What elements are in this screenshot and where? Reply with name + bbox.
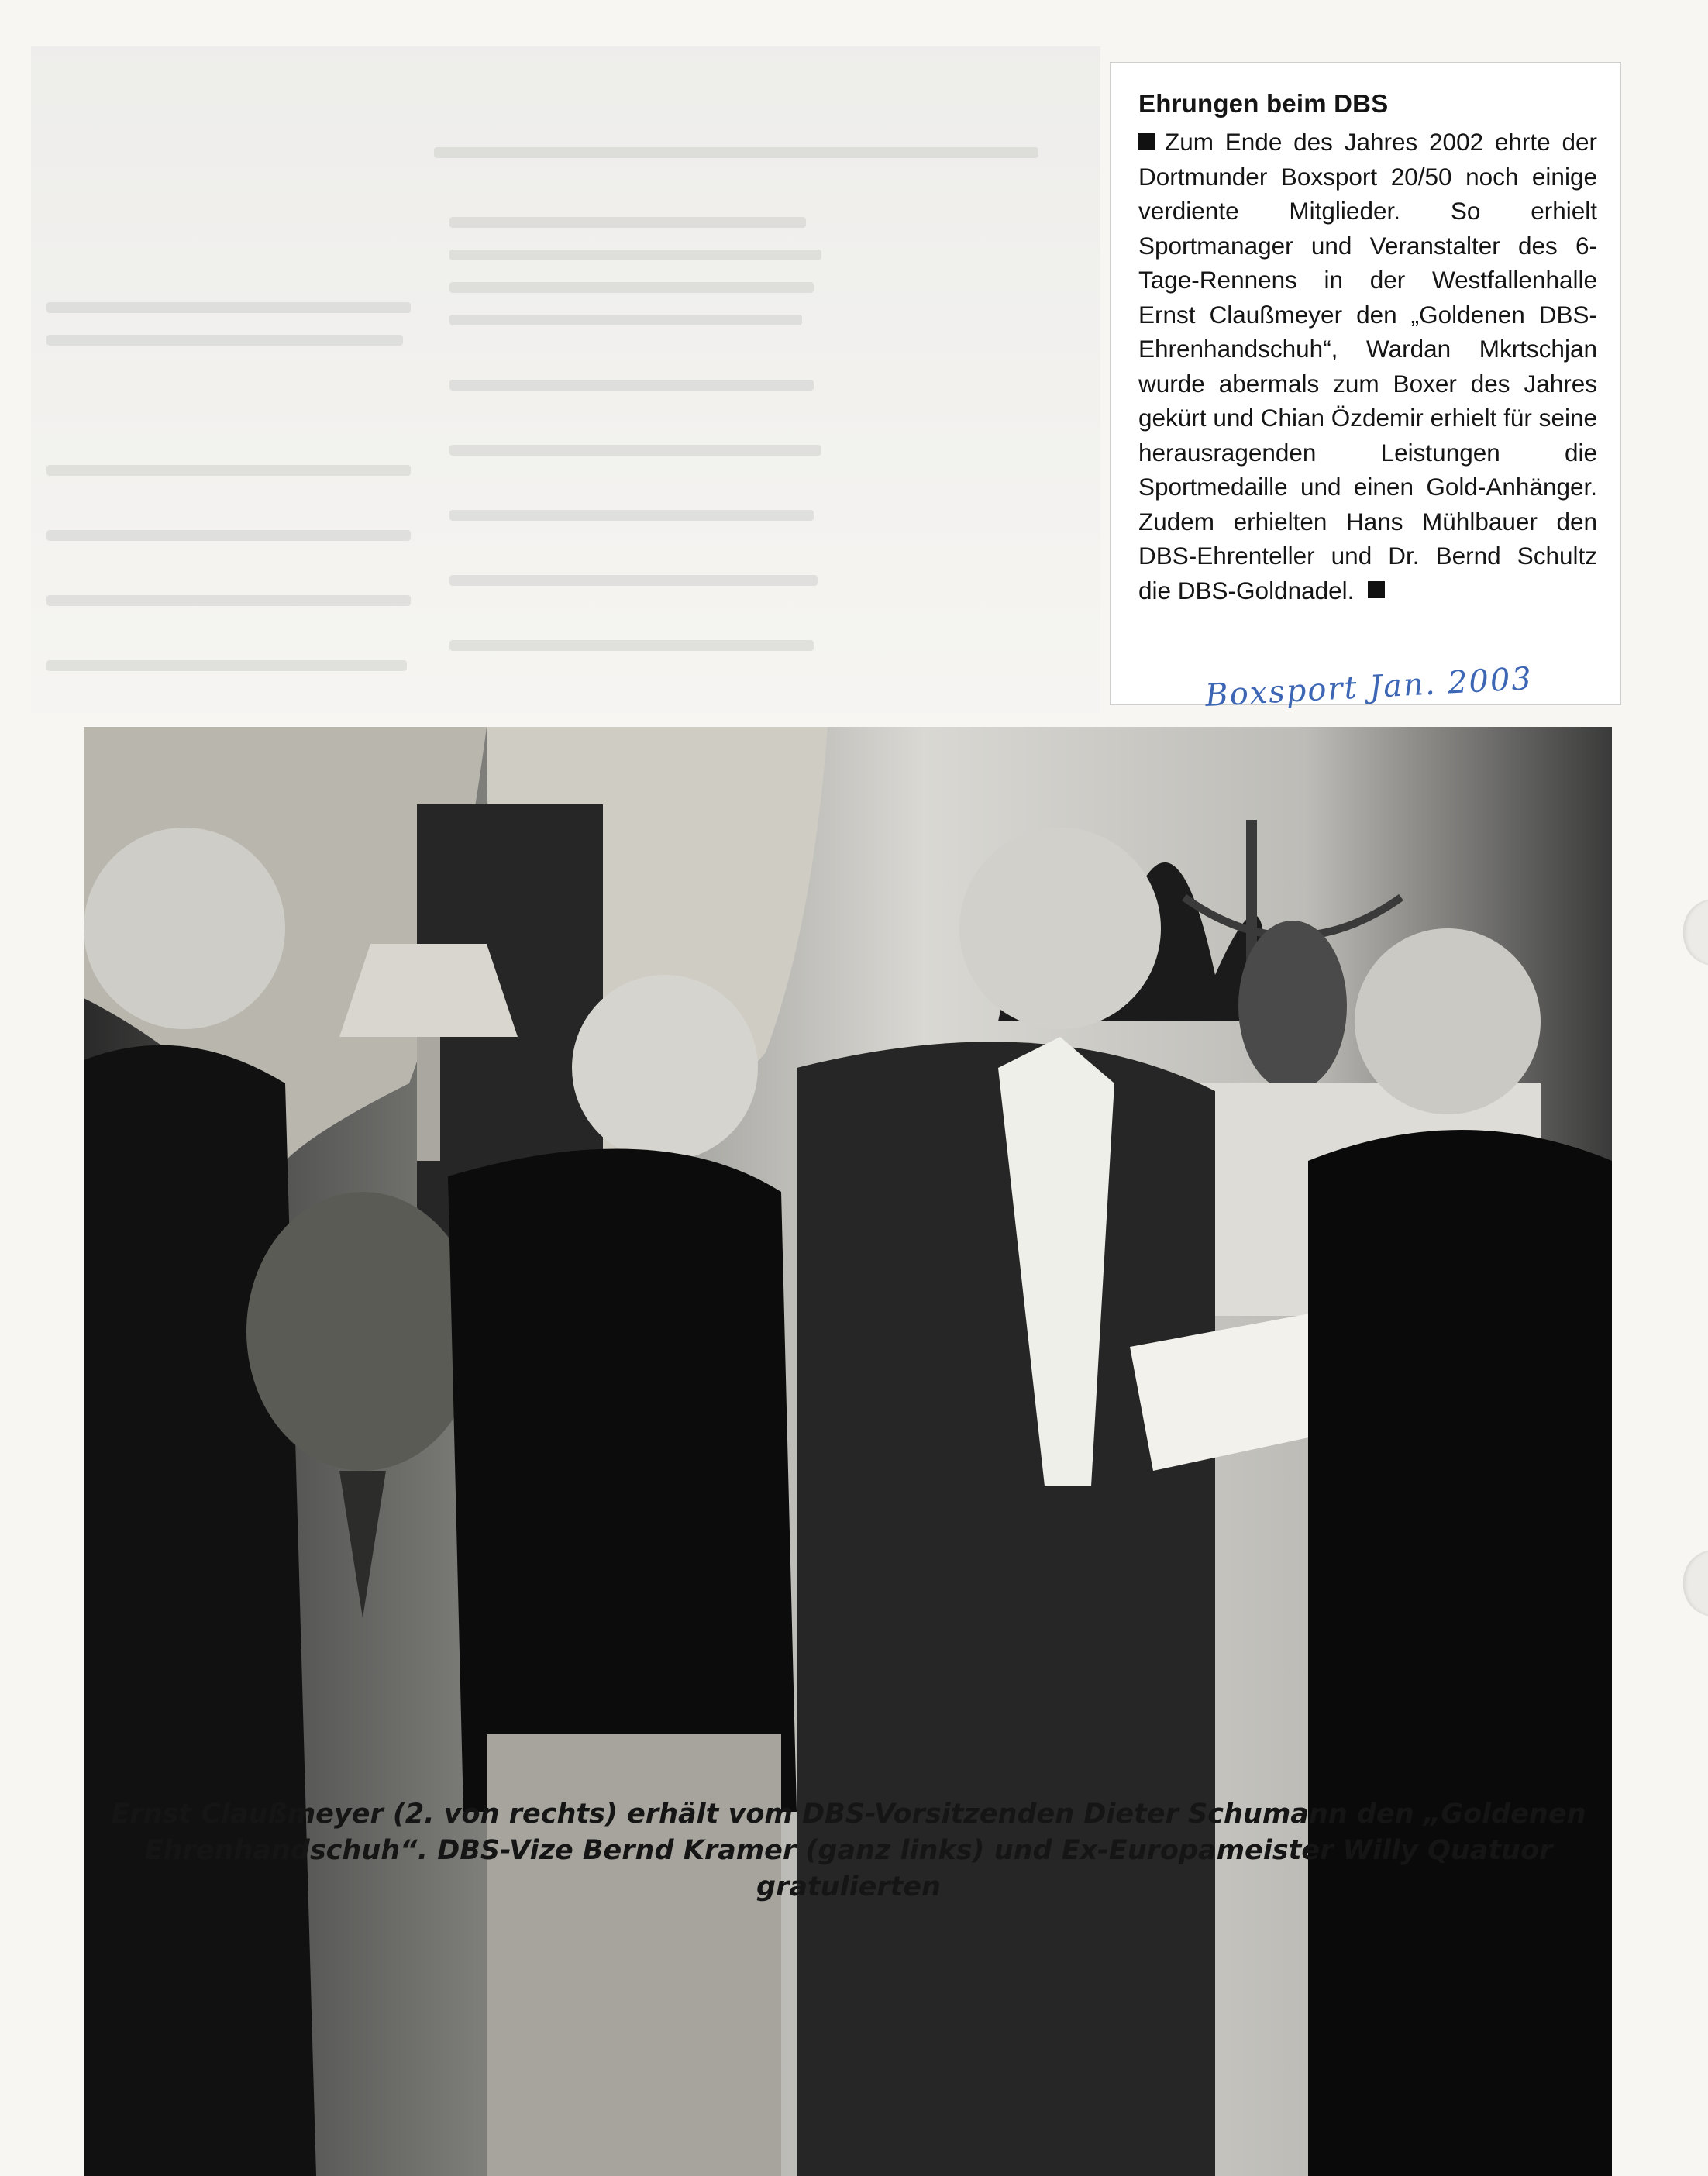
press-photo — [84, 727, 1612, 2176]
article-title: Ehrungen beim DBS — [1138, 89, 1389, 118]
article-text: Zum Ende des Jahres 2002 ehrte der Dortmunder Boxsport 20/50 noch einige verdiente Mitglieder. So erhielt Sportmanager und Veranstalter des 6-Tage-Rennens in der Westfallenhalle Ernst Claußmeyer den „Goldenen DBS-Ehrenhandschuh“, Wardan Mkrtschjan wurde abermals zum Boxer des Jahres gekürt und Chian Özdemir erhielt für seine herausragenden Leistungen die Sportmedaille und einen Gold-Anhänger. Zudem erhielten Hans Mühlbauer den DBS-Ehrenteller und Dr. Bernd Schultz die DBS-Goldnadel. — [1138, 128, 1597, 604]
end-square-icon — [1368, 581, 1385, 598]
bullet-square-icon — [1138, 133, 1155, 150]
photo-caption: Ernst Claußmeyer (2. von rechts) erhält vom DBS-Vorsitzenden Dieter Schumann den „Goldenen Ehrenhandschuh“. DBS-Vize Bernd Kramer (ganz links) und Ex-Europameister Willy Quatuor gratulierten — [111, 1799, 1586, 1902]
handwritten-annotation: Boxsport Jan. 2003 — [1204, 660, 1534, 714]
punch-hole — [1683, 1550, 1708, 1617]
article-body — [1138, 125, 1597, 608]
show-through-background — [31, 46, 1100, 713]
press-photo-graphic — [84, 727, 1612, 2176]
article-box — [1110, 62, 1621, 705]
punch-hole — [1683, 899, 1708, 966]
